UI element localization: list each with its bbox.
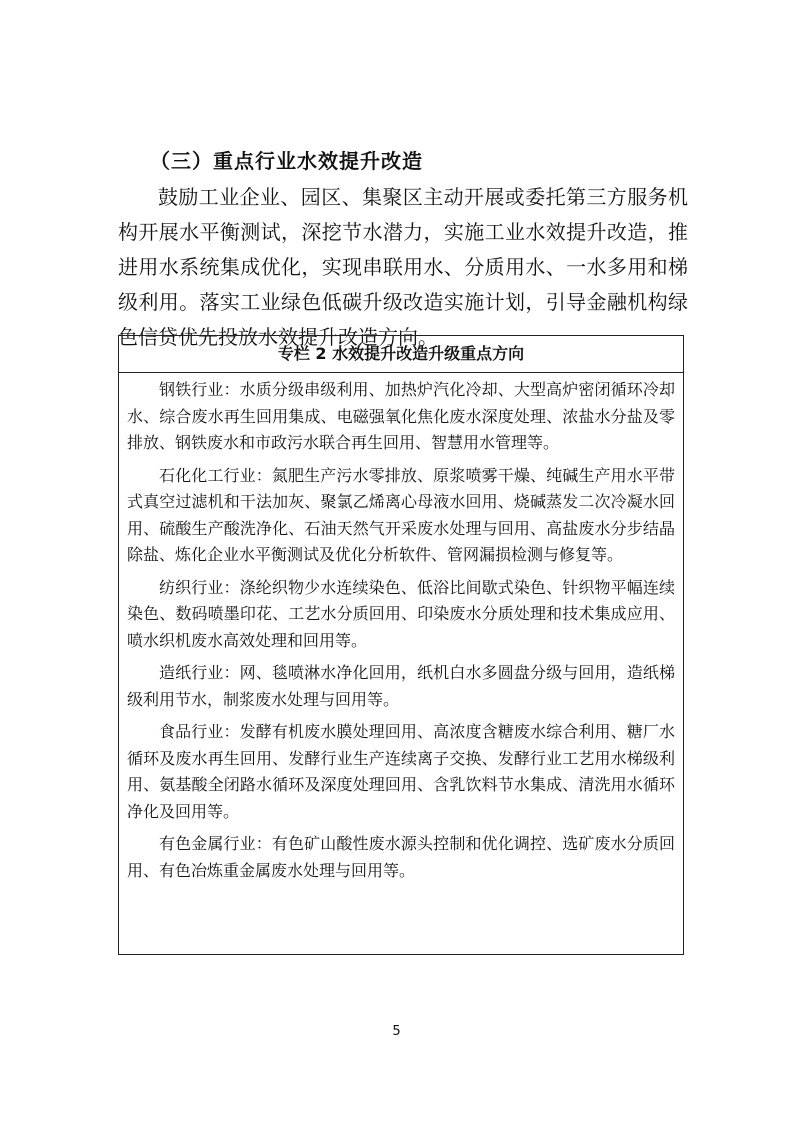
- section-heading: （三）重点行业水效提升改造: [150, 149, 423, 173]
- industry-petrochemical: 石化化工行业：氮肥生产污水零排放、原浆喷雾干燥、纯碱生产用水平带式真空过滤机和干法加灰、聚氯乙烯离心母液水回用、烧碱蒸发二次冷凝水回用、硫酸生产酸洗净化、石油天然气开采废水处理与回用、高盐废水分步结晶除盐、炼化企业水平衡测试及优化分析软件、管网漏损检测与修复等。: [127, 465, 675, 564]
- industry-nonferrous: 有色金属行业：有色矿山酸性废水源头控制和优化调控、选矿废水分质回用、有色冶炼重金属废水处理与回用等。: [127, 834, 675, 880]
- section-paragraph: 鼓励工业企业、园区、集聚区主动开展或委托第三方服务机构开展水平衡测试，深挖节水潜力，实施工业水效提升改造，推进用水系统集成优化，实现串联用水、分质用水、一水多用和梯级利用。落实工业绿色低碳升级改造实施计划，引导金融机构绿色信贷优先投放水效提升改造方向。: [118, 185, 688, 349]
- column-box-title: 专栏 2 水效提升改造升级重点方向: [119, 336, 683, 373]
- industry-food: 食品行业：发酵有机废水膜处理回用、高浓度含糖废水综合利用、糖厂水循环及废水再生回用、发酵行业生产连续离子交换、发酵行业工艺用水梯级利用、氨基酸全闭路水循环及深度处理回用、含乳饮料节水集成、清洗用水循环净化及回用等。: [127, 722, 675, 821]
- page-number: 5: [392, 1024, 401, 1039]
- column-box: [118, 335, 684, 955]
- industry-steel: 钢铁行业：水质分级串级利用、加热炉汽化冷却、大型高炉密闭循环冷却水、综合废水再生回用集成、电磁强氧化焦化废水深度处理、浓盐水分盐及零排放、钢铁废水和市政污水联合再生回用、智慧用水管理等。: [127, 380, 675, 452]
- industry-paper: 造纸行业：网、毯喷淋水净化回用，纸机白水多圆盘分级与回用，造纸梯级利用节水，制浆废水处理与回用等。: [127, 663, 675, 709]
- industry-textile: 纺织行业：涤纶织物少水连续染色、低浴比间歇式染色、针织物平幅连续染色、数码喷墨印花、工艺水分质回用、印染废水分质处理和技术集成应用、喷水织机废水高效处理和回用等。: [127, 577, 675, 650]
- column-box-body: [119, 373, 683, 884]
